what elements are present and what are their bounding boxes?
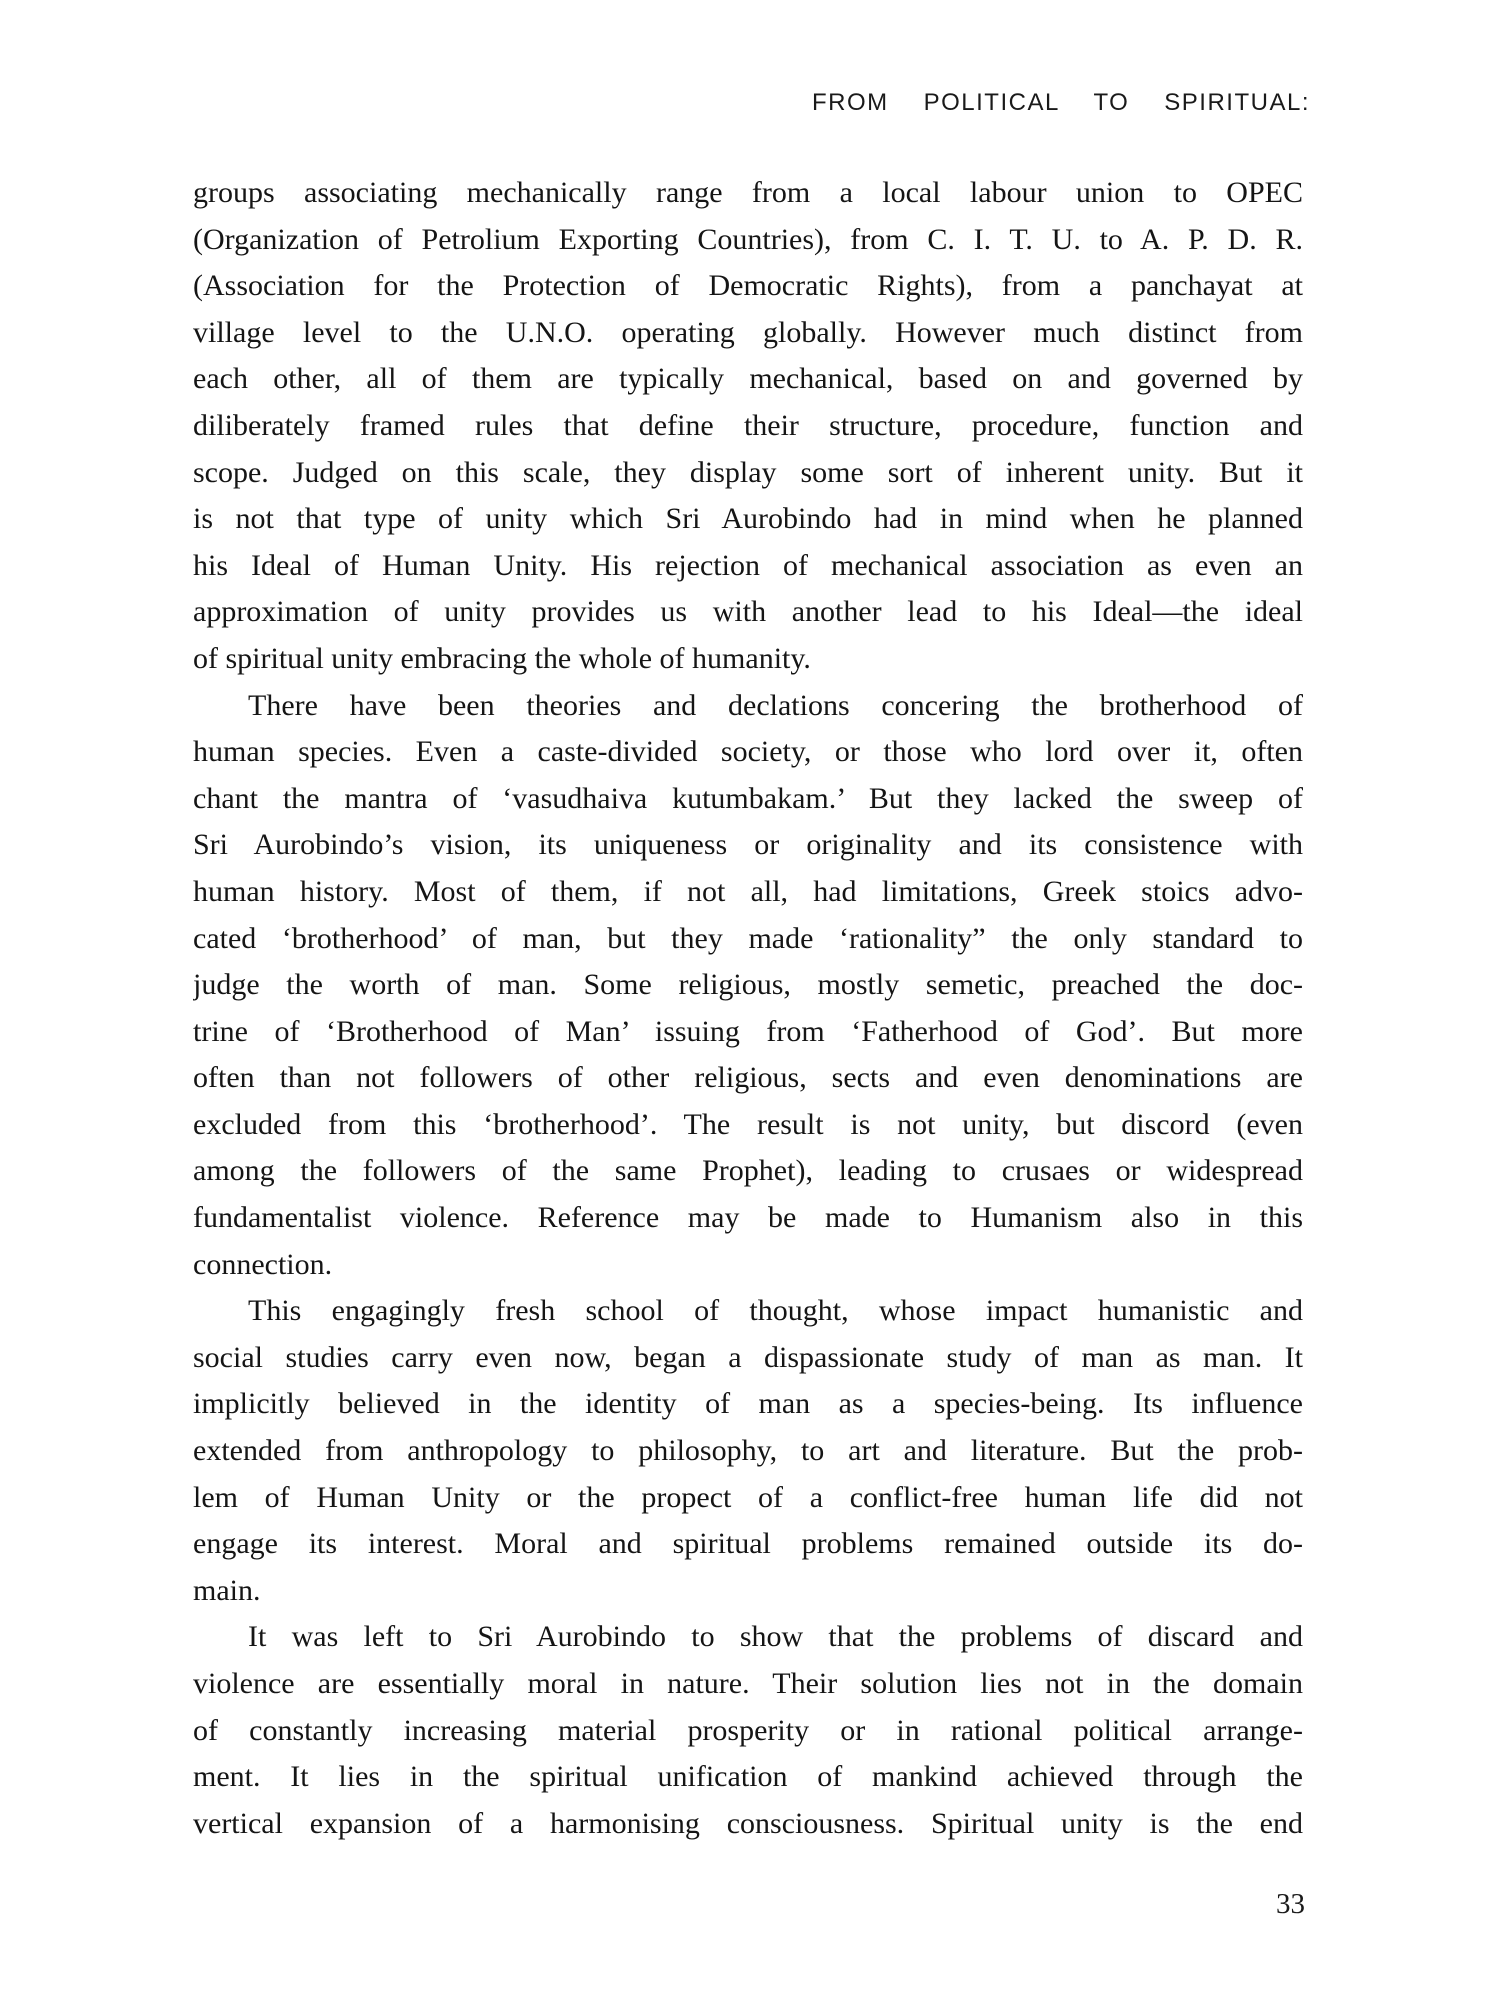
text-line: groups associating mechanically range from a local labour union to OPEC	[193, 176, 1303, 209]
text-line: vertical expansion of a harmonising consciousness. Spiritual unity is the end	[193, 1806, 1303, 1840]
text-line: trine of ‘Brotherhood of Man’ issuing from ‘Fatherhood of God’. But more	[193, 1014, 1303, 1048]
text-line: each other, all of them are typically mechanical, based on and governed by	[193, 362, 1303, 396]
text-line: lem of Human Unity or the propect of a conflict-free human life did not	[193, 1480, 1303, 1514]
text-line: connection.	[193, 1247, 333, 1281]
text-line: implicitly believed in the identity of man as a species-being. Its influence	[193, 1387, 1303, 1421]
text-line: human history. Most of them, if not all, had limitations, Greek stoics advo-	[193, 874, 1303, 908]
text-line: of spiritual unity embracing the whole of humanity.	[193, 641, 811, 675]
paragraph-2	[193, 683, 1303, 1289]
text-line: Sri Aurobindo’s vision, its uniqueness or originality and its consistence with	[193, 828, 1303, 862]
text-line: main.	[193, 1573, 261, 1607]
body-text	[193, 170, 1303, 1847]
text-line: approximation of unity provides us with another lead to his Ideal—the ideal	[193, 595, 1303, 629]
text-line: among the followers of the same Prophet), leading to crusaes or widespread	[193, 1154, 1303, 1188]
text-line: ment. It lies in the spiritual unification of mankind achieved through the	[193, 1760, 1303, 1794]
text-line: human species. Even a caste-divided society, or those who lord over it, often	[193, 735, 1303, 769]
text-line: his Ideal of Human Unity. His rejection of mechanical association as even an	[193, 548, 1303, 582]
paragraph-3	[193, 1288, 1303, 1614]
text-line: This engagingly fresh school of thought, whose impact humanistic and	[248, 1294, 1303, 1328]
text-line: scope. Judged on this scale, they display some sort of inherent unity. But it	[193, 455, 1303, 489]
text-line: village level to the U.N.O. operating globally. However much distinct from	[193, 315, 1303, 349]
text-line: cated ‘brotherhood’ of man, but they made ‘rationality” the only standard to	[193, 921, 1303, 955]
text-line: It was left to Sri Aurobindo to show that the problems of discard and	[248, 1620, 1303, 1654]
text-line: chant the mantra of ‘vasudhaiva kutumbakam.’ But they lacked the sweep of	[193, 781, 1303, 815]
text-line: extended from anthropology to philosophy, to art and literature. But the prob-	[193, 1434, 1303, 1468]
text-line: judge the worth of man. Some religious, mostly semetic, preached the doc-	[193, 968, 1303, 1002]
page-number: 33	[1276, 1888, 1305, 1920]
text-line: social studies carry even now, began a dispassionate study of man as man. It	[193, 1340, 1303, 1374]
text-line: diliberately framed rules that define their structure, procedure, function and	[193, 408, 1303, 442]
running-head: FROM POLITICAL TO SPIRITUAL:	[812, 89, 1310, 116]
text-line: engage its interest. Moral and spiritual problems remained outside its do-	[193, 1527, 1303, 1561]
text-line: (Organization of Petrolium Exporting Countries), from C. I. T. U. to A. P. D. R.	[193, 222, 1303, 256]
text-line: excluded from this ‘brotherhood’. The result is not unity, but discord (even	[193, 1107, 1303, 1141]
text-line: fundamentalist violence. Reference may be made to Humanism also in this	[193, 1201, 1303, 1235]
text-line: (Association for the Protection of Democratic Rights), from a panchayat at	[193, 269, 1303, 303]
text-line: There have been theories and declations concering the brotherhood of	[248, 688, 1303, 722]
paragraph-1	[193, 170, 1303, 683]
text-line: violence are essentially moral in nature. Their solution lies not in the domain	[193, 1667, 1303, 1700]
text-line: often than not followers of other religious, sects and even denominations are	[193, 1061, 1303, 1095]
text-line: of constantly increasing material prosperity or in rational political arrange-	[193, 1713, 1303, 1747]
text-line: is not that type of unity which Sri Aurobindo had in mind when he planned	[193, 502, 1303, 536]
paragraph-4	[193, 1614, 1303, 1847]
